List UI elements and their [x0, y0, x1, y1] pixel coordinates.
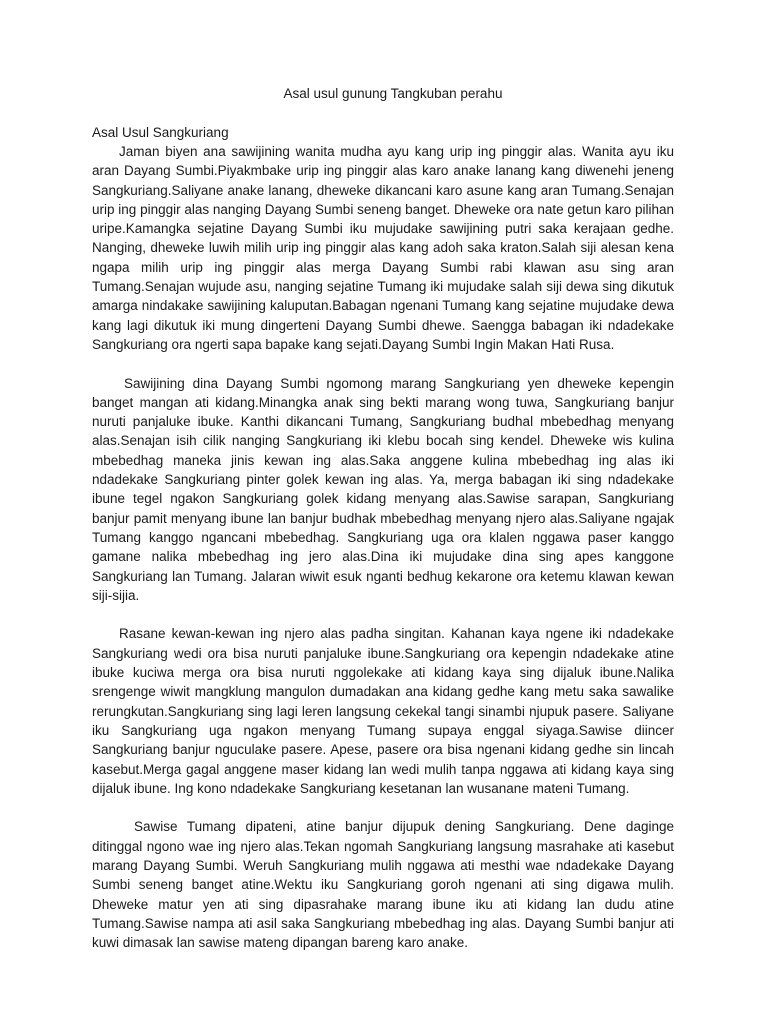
section-heading: Asal Usul Sangkuriang	[92, 125, 229, 140]
paragraph-3: Rasane kewan-kewan ing njero alas padha singitan. Kahanan kaya ngene iki ndadekake Sangkuriang wedi ora bisa nuruti panjaluke ibune.Sangkuriang ora kepengin ndadekake atine ibuke kuciwa merga ora bisa nuruti nggolekake ati kidang kaya sing dijaluk ibune.Nalika srengenge wiwit mangklung mangulon dumadakan ana kidang gedhe kang metu saka sawalike rerungkutan.Sangkuriang sing lagi leren langsung cekekal tangi sinambi njupuk pasere. Saliyane iku Sangkuriang uga ngakon menyang Tumang supaya enggal siyaga.Sawise diincer Sangkuriang banjur nguculake pasere. Apese, pasere ora bisa ngenani kidang gedhe sin lincah kasebut.Merga gagal anggene maser kidang lan wedi mulih tanpa nggawa ati kidang kaya sing dijaluk ibune. Ing kono ndadekake Sangkuriang kesetanan lan wusanane mateni Tumang.	[92, 626, 674, 796]
paragraph-1: Jaman biyen ana sawijining wanita mudha ayu kang urip ing pinggir alas. Wanita ayu iku aran Dayang Sumbi.Piyakmbake urip ing pinggir alas karo anake lanang kang diwenehi jeneng Sangkuriang.Saliyane anake lanang, dheweke dikancani karo asune kang aran Tumang.Senajan urip ing pinggir alas nanging Dayang Sumbi seneng banget. Dheweke ora nate getun karo pilihan uripe.Kamangka sejatine Dayang Sumbi iku mujudake sawijining putri saka kerajaan gedhe. Nanging, dheweke luwih milih urip ing pinggir alas kang adoh saka kraton.Salah siji alesan kena ngapa milih urip ing pinggir alas merga Dayang Sumbi rabi klawan asu sing aran Tumang.Senajan wujude asu, nanging sejatine Tumang iki mujudake salah siji dewa sing dikutuk amarga nindakake sawijining kaluputan.Babagan ngenani Tumang kang sejatine mujudake dewa kang lagi dikutuk iki mung dingerteni Dayang Sumbi dhewe. Saengga babagan iki ndadekake Sangkuriang ora ngerti sapa bapake kang sejati.Dayang Sumbi Ingin Makan Hati Rusa.	[92, 144, 674, 352]
paragraph-2: Sawijining dina Dayang Sumbi ngomong marang Sangkuriang yen dheweke kepengin banget mangan ati kidang.Minangka anak sing bekti marang wong tuwa, Sangkuriang banjur nuruti panjaluke ibuke. Kanthi dikancani Tumang, Sangkuriang budhal mbebedhag menyang alas.Senajan isih cilik nanging Sangkuriang iki klebu bocah sing kendel. Dheweke wis kulina mbebedhag maneka jinis kewan ing alas.Saka anggene kulina mbebedhag ing alas iki ndadekake Sangkuriang pinter golek kewan ing alas. Ya, merga babagan iki sing ndadekake ibune tegel ngakon Sangkuriang golek kidang menyang alas.Sawise sarapan, Sangkuriang banjur pamit menyang ibune lan banjur budhak mbebedhag menyang njero alas.Saliyane ngajak Tumang kanggo ngancani mbebedhag. Sangkuriang uga ora klalen nggawa paser kanggo gamane nalika mbebedhag ing jero alas.Dina iki mujudake dina sing apes kanggone Sangkuriang lan Tumang. Jalaran wiwit esuk nganti bedhug kekarone ora ketemu klawan kewan siji-sijia.	[92, 375, 674, 603]
document-title: Asal usul gunung Tangkuban perahu	[283, 86, 503, 101]
document-page	[92, 84, 674, 972]
paragraph-4: Sawise Tumang dipateni, atine banjur dijupuk dening Sangkuriang. Dene daginge ditinggal ngono wae ing njero alas.Tekan ngomah Sangkuriang langsung masrahake ati kasebut marang Dayang Sumbi. Weruh Sangkuriang mulih nggawa ati mesthi wae ndadekake Dayang Sumbi seneng banget atine.Wektu iku Sangkuriang goroh ngenani ati sing digawa mulih. Dheweke matur yen ati sing dipasrahake marang ibune iku ati kidang lan dudu atine Tumang.Sawise nampa ati asil saka Sangkuriang mbebedhag ing alas. Dayang Sumbi banjur ati kuwi dimasak lan sawise mateng dipangan bareng karo anake.	[92, 819, 674, 951]
